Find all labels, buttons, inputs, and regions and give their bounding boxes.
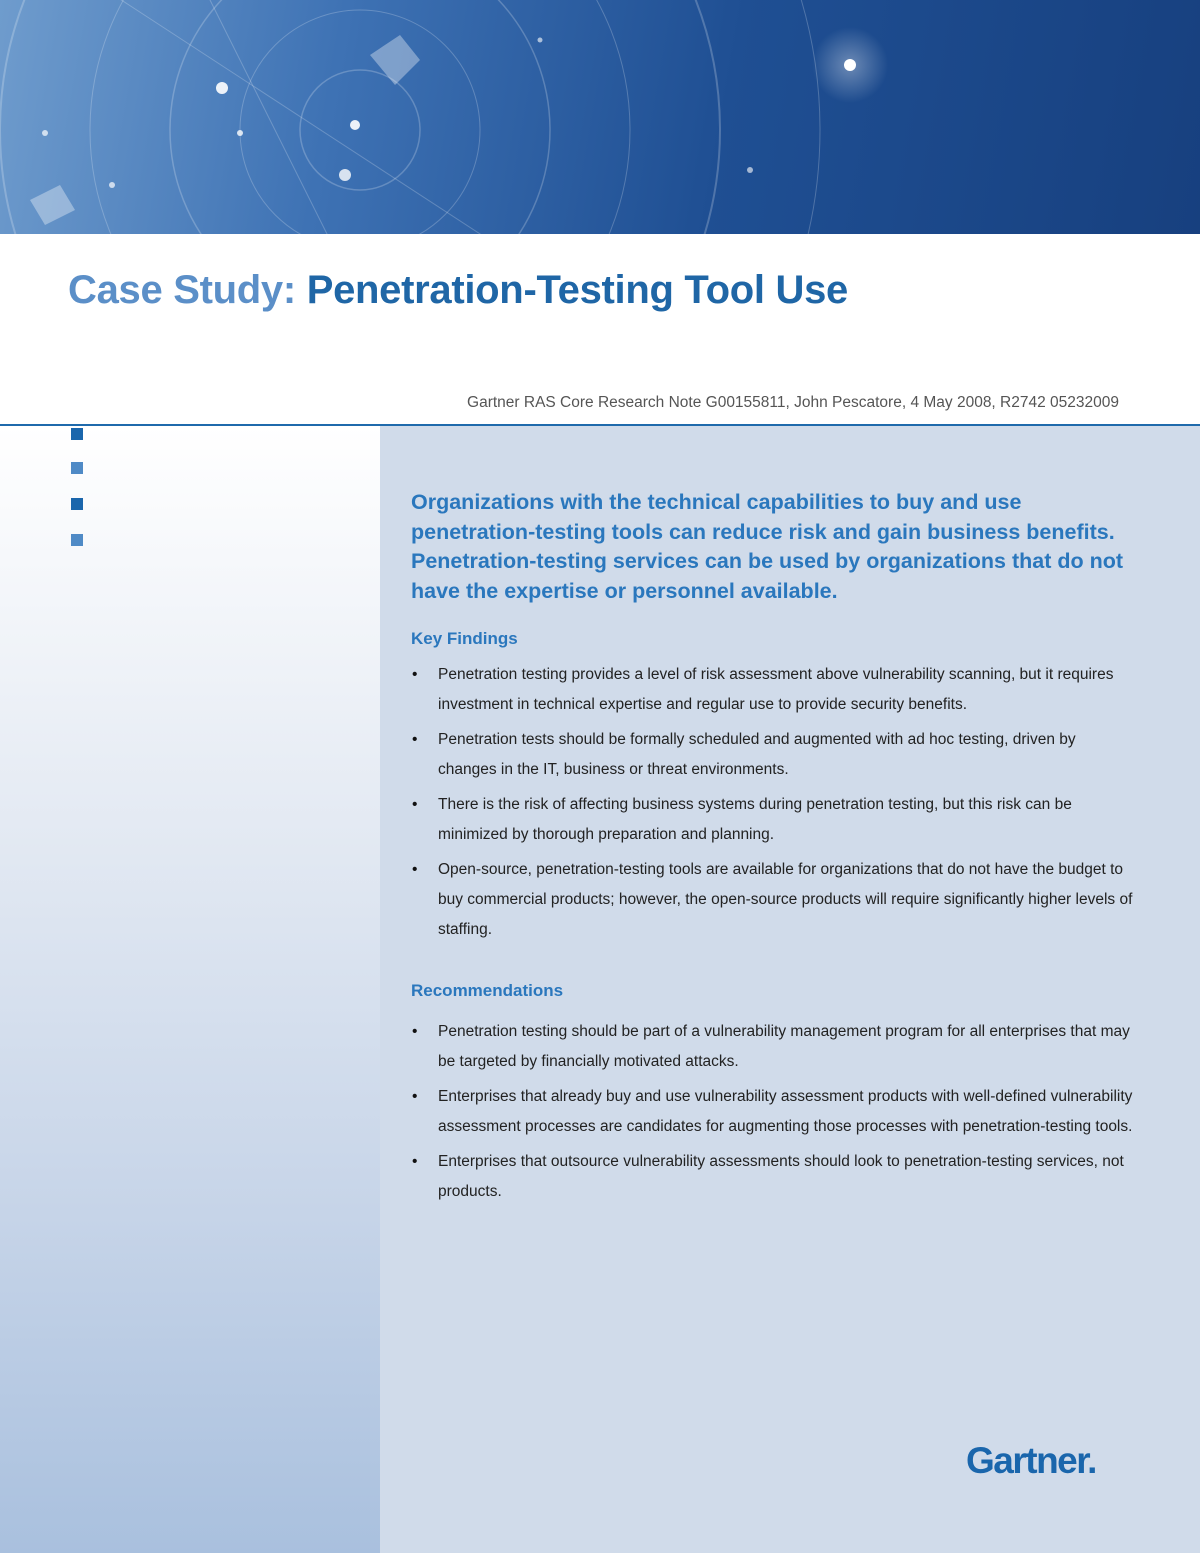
list-item: • Enterprises that outsource vulnerability assessments should look to penetration-testing services, not products. [411, 1147, 1133, 1207]
list-item: • Open-source, penetration-testing tools are available for organizations that do not have the budget to buy commercial products; however, the open-source products will require significantly higher levels of staffing. [411, 855, 1133, 945]
recommendations-heading: Recommendations [411, 981, 564, 1000]
title-main: Penetration-Testing Tool Use [306, 268, 848, 312]
title-prefix: Case Study: [68, 268, 296, 312]
radar-dial-banner-image [0, 0, 1200, 234]
list-item: • There is the risk of affecting business systems during penetration testing, but this risk can be minimized by thorough preparation and planning. [411, 790, 1133, 850]
decor-square-1 [71, 428, 83, 440]
decor-square-3 [71, 498, 83, 510]
header-banner [0, 0, 1200, 234]
recommendations-list [411, 1017, 1133, 1212]
list-item: • Enterprises that already buy and use vulnerability assessment products with well-defined vulnerability assessment processes are candidates for augmenting those processes with penetration-testing tools. [411, 1082, 1133, 1142]
list-item: • Penetration testing should be part of a vulnerability management program for all enterprises that may be targeted by financially motivated attacks. [411, 1017, 1133, 1077]
left-sidebar-panel [0, 426, 380, 1553]
document-title [68, 268, 848, 313]
decor-square-2 [71, 462, 83, 474]
gartner-logo: Gartner. [966, 1440, 1096, 1481]
key-findings-heading: Key Findings [411, 629, 518, 648]
summary-paragraph: Organizations with the technical capabilities to buy and use penetration-testing tools can reduce risk and gain business benefits. Penetration-testing services can be used by organizations that do not have the expertise or personnel available. [411, 490, 1124, 603]
list-item: • Penetration tests should be formally scheduled and augmented with ad hoc testing, driven by changes in the IT, business or threat environments. [411, 725, 1133, 785]
list-item: • Penetration testing provides a level of risk assessment above vulnerability scanning, but it requires investment in technical expertise and regular use to provide security benefits. [411, 660, 1133, 720]
decor-square-4 [71, 534, 83, 546]
research-note-meta: Gartner RAS Core Research Note G00155811, John Pescatore, 4 May 2008, R2742 05232009 [467, 394, 1119, 411]
key-findings-list [411, 660, 1133, 950]
